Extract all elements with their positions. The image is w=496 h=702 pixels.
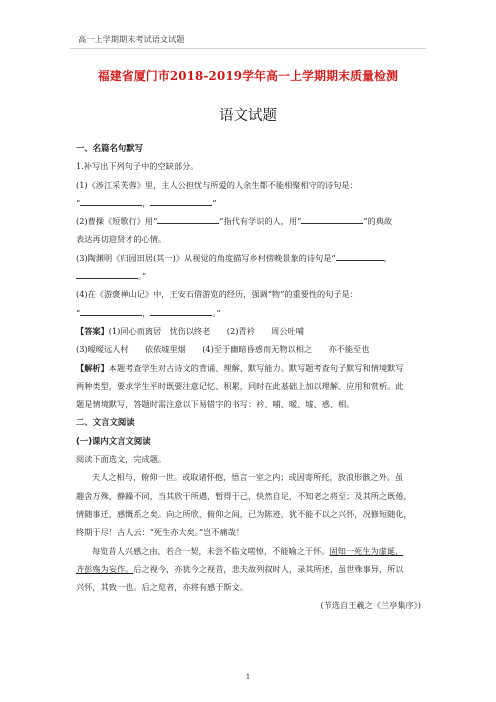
question-1-part-3-cont xyxy=(76,267,421,285)
para-2-text: 每览昔人兴感之由，若合一契，未尝不临文嗟悼，不能喻之于怀。 xyxy=(92,545,330,556)
passage-para-2-line-3: 兴怀，其致一也。后之览者，亦将有感于斯文。 xyxy=(76,582,248,593)
answer-blank xyxy=(76,269,138,279)
page-number: 1 xyxy=(245,672,251,681)
analysis-label: 【解析】 xyxy=(76,362,109,373)
header-divider xyxy=(70,48,426,49)
answer-line-1: (1)同心而离居 忧伤以终老 (2)青衿 周公吐哺 xyxy=(108,325,304,336)
analysis-line-3: 题是情境默写，答题时需注意以下易错字的书写：衿、哺、暧、墟、惑、相。 xyxy=(76,399,355,410)
comma: ， xyxy=(142,197,151,208)
quote-close: ” xyxy=(212,197,217,208)
exam-title: 福建省厦门市2018-2019学年高一上学期期末质量检测 xyxy=(97,69,399,83)
answer-blank xyxy=(80,306,142,316)
section-1-heading: 一、名篇名句默写 xyxy=(76,143,143,153)
answer-blank xyxy=(336,251,384,261)
analysis-line-1: 本题考查学生对古诗文的背诵、理解、默写能力。默写题考查句子默写和情境默写 xyxy=(108,362,404,373)
question-1: 1.补写出下列句子中的空缺部分。 xyxy=(76,161,199,172)
passage-source: (节选自王羲之《兰亭集序》) xyxy=(320,600,421,611)
question-1-part-1: (1)《涉江采芙蓉》里，主人公担忧与所爱的人余生都不能相聚相守的诗句是： xyxy=(76,179,358,190)
underlined-sentence: 固知一死生为虚诞， xyxy=(329,545,404,556)
section-2-heading: 二、文言文阅读 xyxy=(76,417,135,428)
question-1-part-3 xyxy=(76,249,421,267)
answer-label: 【答案】 xyxy=(76,325,109,336)
part-3-text-b: ， xyxy=(383,252,392,263)
section-2-subheading: (一)课内文言文阅读 xyxy=(76,435,151,446)
answer-blank xyxy=(150,306,212,316)
passage-para-1-line-1: 夫人之相与，俯仰一世。或取诸怀抱，悟言一室之内；或因寄所托，放浪形骸之外。虽 xyxy=(92,472,404,483)
passage-para-2-line-2 xyxy=(76,560,421,578)
passage-para-1-line-3: 情随事迁，感慨系之矣。向之所欣，俯仰之间，已为陈迹，犹不能不以之兴怀，况修短随化， xyxy=(76,508,412,519)
underlined-sentence: 齐彭殇为妄作。 xyxy=(76,563,134,574)
comma: ， xyxy=(142,307,151,318)
answer-block xyxy=(76,322,421,340)
question-1-part-4-blanks xyxy=(76,304,421,322)
answer-blank xyxy=(157,214,219,224)
answer-blank xyxy=(150,196,212,206)
question-1-part-4: (4)在《游褒禅山记》中，王安石借游览的经历，强调“物”的重要性的句子是： xyxy=(76,289,358,300)
part-3-end: 。” xyxy=(138,271,147,282)
exam-content xyxy=(76,139,421,615)
page-header: 高一上学期期末考试语文试题 xyxy=(78,34,185,44)
passage-para-1-line-4: 终期于尽！古人云：“死生亦大矣。”岂不痛哉！ xyxy=(76,527,245,538)
passage-para-2-line-1 xyxy=(76,542,421,560)
part-3-text-a: (3)陶渊明《归园田居(其一)》从视觉的角度描写乡村傍晚景象的诗句是“ xyxy=(76,252,336,263)
answer-blank xyxy=(301,214,363,224)
reading-instruction: 阅读下面选文，完成题。 xyxy=(76,454,167,465)
answer-line-2: (3)暧暧远人村 依依墟里烟 (4)至于幽暗昏惑而无物以相之 亦不能至也 xyxy=(76,344,370,355)
answer-blank xyxy=(80,196,142,206)
question-1-part-1-blanks xyxy=(76,194,421,212)
analysis-line-2: 两种类型，要求学生平时既要注意记忆、积累，同时在此基础上加以理解、应用和赏析。此 xyxy=(76,380,404,391)
part-2-text-a: (2)曹操《短歌行》用“ xyxy=(76,216,158,227)
exam-subtitle: 语文试题 xyxy=(219,108,277,124)
quote-open: “ xyxy=(76,307,81,318)
part-2-text-c: ”的典故 xyxy=(363,216,393,227)
question-1-part-2-cont: 表达再切迎贤才的心情。 xyxy=(76,234,167,245)
part-2-text-b: ”指代有学识的人，用“ xyxy=(219,216,302,227)
question-1-part-2 xyxy=(76,212,421,230)
para-2-text: 后之视今，亦犹今之视昔，悲夫故列叙时人，录其所述，虽世殊事异，所以 xyxy=(133,563,404,574)
analysis-block xyxy=(76,359,421,377)
quote-close: 。” xyxy=(212,307,221,318)
passage-para-1-line-2: 趣舍万殊，静躁不同，当其欣于所遇，暂得于己，快然自足，不知老之将至；及其所之既倦， xyxy=(76,490,412,501)
quote-open: “ xyxy=(76,197,81,208)
